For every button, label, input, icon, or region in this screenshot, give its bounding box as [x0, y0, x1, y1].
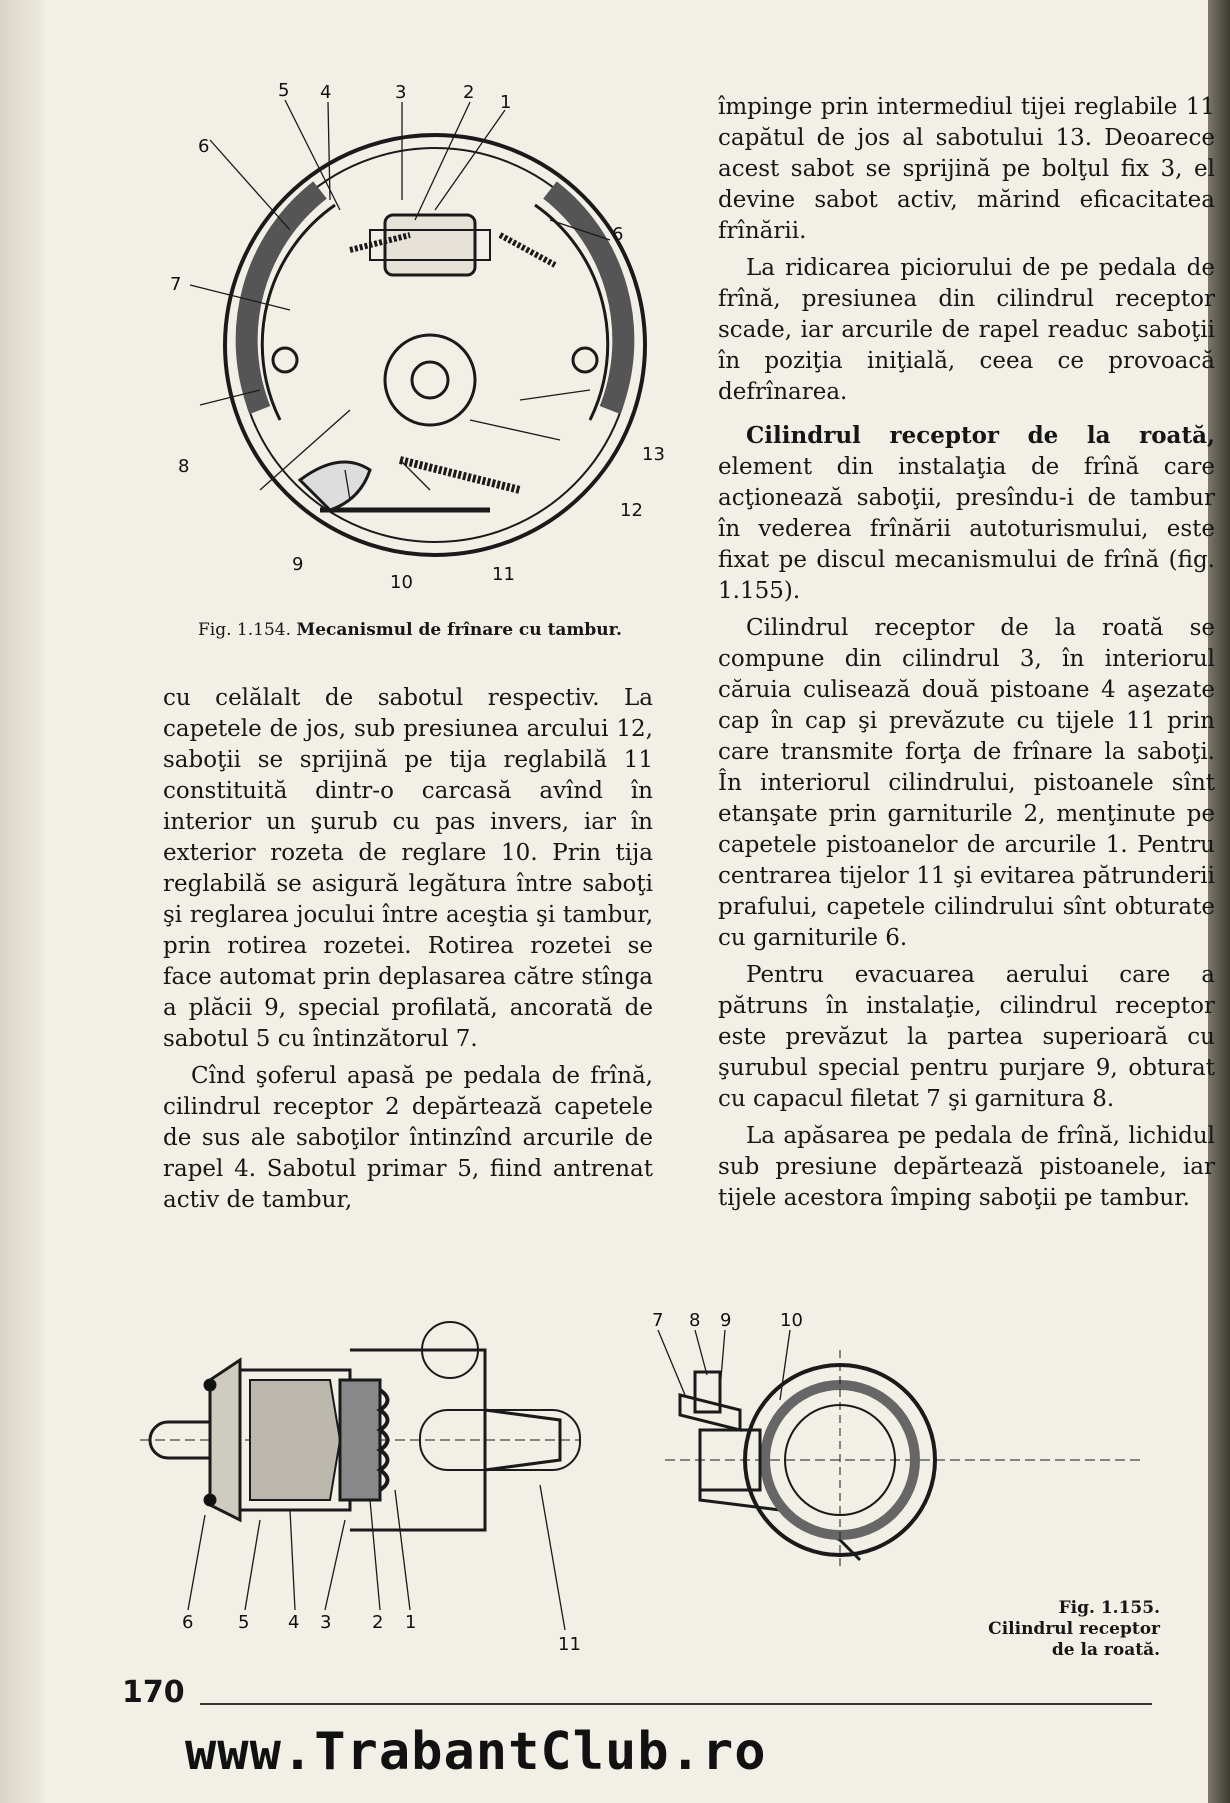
figure-1-154-drum-brake	[170, 80, 690, 600]
callout-5: 5	[278, 80, 290, 101]
caption-prefix: Fig. 1.155.	[1058, 1598, 1160, 1618]
paragraph-body: element din instalaţia de frînă care acţionează saboţii, presîndu-i de tambur în vederea frînării autoturismului, este fixat pe discul mecanismului de frînă (fig. 1.155).	[718, 454, 1215, 604]
right-text-column	[718, 92, 1215, 1220]
paragraph: cu celălalt de sabotul respectiv. La capetele de jos, sub presiunea arcului 12, saboţii se sprijină pe tija reglabilă 11 constituită dintr-o carcasă avînd în interior un şurub cu pas invers, iar în exterior rozeta de reglare 10. Prin tija reglabilă se asigură legătura între saboţi şi reglarea jocului între aceştia şi tambur, prin rotirea rozetei. Rotirea rozetei se face automat prin deplasarea către stînga a plăcii 9, special profilată, ancorată de sabotul 5 cu întinzătorul 7.	[163, 685, 653, 1052]
paragraph	[718, 420, 1215, 607]
section-heading: Cilindrul receptor de la roată,	[746, 422, 1215, 449]
callout-3: 3	[395, 82, 407, 103]
left-text-column	[163, 683, 653, 1222]
callout-1: 1	[500, 92, 512, 113]
callout-11: 11	[492, 564, 515, 585]
page-gutter-shadow	[0, 0, 44, 1803]
page-number: 170	[122, 1675, 185, 1710]
paragraph: Cînd şoferul apasă pe pedala de frînă, cilindrul receptor 2 depărtează capetele de sus ale saboţilor întinzînd arcurile de rapel 4. Sabotul primar 5, fiind antrenat activ de tambur,	[163, 1063, 653, 1213]
callout-9: 9	[720, 1310, 732, 1331]
callout-3: 3	[320, 1612, 332, 1633]
paragraph: La apăsarea pe pedala de frînă, lichidul sub presiune depărtează pistoanele, iar tijele acestora împing saboţii pe tambur.	[718, 1123, 1215, 1211]
footer-rule	[200, 1703, 1152, 1705]
callout-1: 1	[405, 1612, 417, 1633]
paragraph: Cilindrul receptor de la roată se compune din cilindrul 3, în interiorul căruia culisează două pistoane 4 aşezate cap în cap şi prevăzute cu tijele 11 prin care transmite forţa de frînare la saboţi. În interiorul cilindrului, pistoanele sînt etanşate prin garniturile 2, menţinute pe capetele pistoanelor de arcurile 1. Pentru centrarea tijelor 11 şi evitarea pătrunderii prafului, capetele cilindrului sînt obturate cu garniturile 6.	[718, 615, 1215, 951]
paragraph: împinge prin intermediul tijei reglabile 11 capătul de jos al sabotului 13. Deoarece acest sabot se sprijină pe bolţul fix 3, el devine sabot activ, mărind eficacitatea frînării.	[718, 94, 1215, 244]
callout-8: 8	[689, 1310, 701, 1331]
caption-prefix: Fig. 1.154.	[198, 620, 291, 640]
figure-1-155-caption	[980, 1598, 1160, 1661]
callout-9: 9	[292, 554, 304, 575]
caption-title: Cilindrul receptor de la roată.	[988, 1619, 1160, 1660]
watermark: www.TrabantClub.ro	[185, 1722, 767, 1782]
callout-10: 10	[780, 1310, 803, 1331]
paragraph: Pentru evacuarea aerului care a pătruns în instalaţie, cilindrul receptor este prevăzut la partea superioară cu şurubul special pentru purjare 9, obturat cu capacul filetat 7 şi garnitura 8.	[718, 962, 1215, 1112]
caption-title: Mecanismul de frînare cu tambur.	[296, 620, 622, 640]
callout-8: 8	[178, 456, 190, 477]
callout-6-right: 6	[612, 224, 624, 245]
callout-7: 7	[170, 274, 182, 295]
callout-11: 11	[558, 1634, 581, 1655]
callout-6-left: 6	[198, 136, 210, 157]
callout-12: 12	[620, 500, 643, 521]
callout-10: 10	[390, 572, 413, 593]
callout-2: 2	[463, 82, 475, 103]
callout-4: 4	[288, 1612, 300, 1633]
callout-5: 5	[238, 1612, 250, 1633]
callout-13: 13	[642, 444, 665, 465]
callout-4: 4	[320, 82, 332, 103]
paragraph: La ridicarea piciorului de pe pedala de frînă, presiunea din cilindrul receptor scade, iar arcurile de rapel readuc saboţii în poziţia iniţială, ceea ce provoacă defrînarea.	[718, 255, 1215, 405]
figure-1-154-caption	[198, 620, 678, 640]
callout-7: 7	[652, 1310, 664, 1331]
callout-6: 6	[182, 1612, 194, 1633]
callout-2: 2	[372, 1612, 384, 1633]
